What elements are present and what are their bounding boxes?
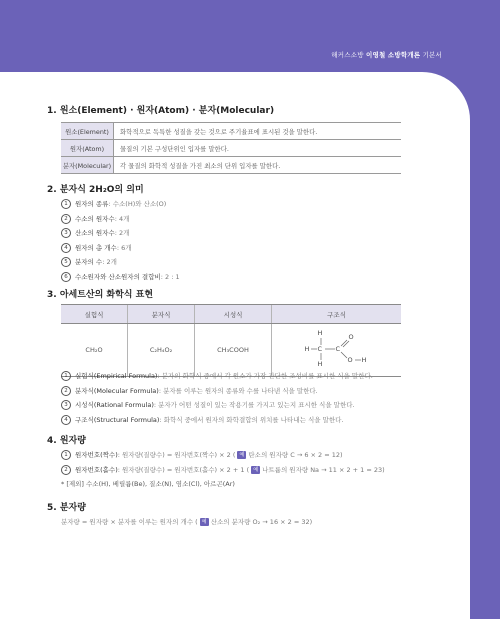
list-item [61,197,180,212]
item-value: : 수소(H)와 산소(O) [108,200,167,208]
atom-label: H [317,360,323,368]
book-title: 이영철 소방학개론 [365,51,421,59]
table-row [61,140,401,157]
atom-label: H [317,329,323,337]
item-value: : 분자의 화학식 중에서 각 원소가 가장 간단한 조성비를 표시한 식을 말한다. [157,372,373,380]
number-circle: 1 [61,450,71,460]
book-subtitle: 기본서 [422,51,442,59]
list-item [61,241,180,256]
list-item [61,448,385,463]
item-value: : 6개 [116,243,132,252]
table-row [61,123,401,140]
empirical-formula-cell: CH₂O [61,324,128,377]
list-item [61,398,373,413]
item-label: 분자의 수 [75,258,103,267]
definition-value: 화학적으로 독특한 성질을 갖는 것으로 주기율표에 표시된 것을 말한다. [114,123,402,140]
molecular-formula-cell: C₂H₄O₂ [128,324,195,377]
item-label: 실험식(Empirical Formula) [75,372,158,380]
definition-key: 원자(Atom) [61,140,114,157]
molecular-weight-text [61,515,312,530]
column-header: 구조식 [272,305,402,324]
structural-formula-diagram [305,329,369,369]
list-item [61,384,373,399]
list-item [61,413,373,428]
item-value: : 화학식 중에서 원자의 화학결합의 위치를 나타내는 식을 말한다. [159,415,344,424]
number-circle: 2 [61,214,71,224]
atom-label: C [335,345,341,353]
column-header: 실험식 [61,305,128,324]
table-header-row [61,305,401,324]
publisher: 해커스소방 [331,51,364,59]
section-4-title: 4. 원자량 [47,436,86,446]
example-icon: 예 [237,451,246,459]
list-item [61,226,180,241]
molecular-formula-list [61,197,180,285]
item-value: : 원자량(질량수) = 원자번호(짝수) × 2 ( [117,451,236,459]
number-circle: 2 [61,465,71,475]
table-row [61,157,401,174]
example-icon: 예 [200,518,209,526]
item-value: : 분자가 어떤 성질이 있는 작용기를 가지고 있는지 표시한 식을 말한다. [153,401,355,410]
number-circle: 4 [61,415,71,425]
item-value: : 분자를 이루는 원자의 종류와 수를 나타낸 식을 말한다. [158,386,318,395]
section-5-title: 5. 분자량 [47,503,86,513]
item-value: : 2 : 1 [160,272,180,281]
number-circle: 3 [61,228,71,238]
number-circle: 6 [61,272,71,282]
number-circle: 3 [61,400,71,410]
example-icon: 예 [251,466,260,474]
list-item [61,270,180,285]
atom-label: H [304,345,310,353]
section-3-title: 3. 아세트산의 화학식 표현 [47,290,154,300]
example-text: 탄소의 원자량 C → 6 × 2 = 12) [248,451,343,459]
header-text [331,50,442,59]
item-label: 원자의 총 개수 [75,243,117,252]
formula-type-list [61,369,373,427]
definition-table [61,122,401,174]
definition-value: 각 물질의 화학적 성질을 가진 최소의 단위 입자를 말한다. [114,157,402,174]
atom-label: C [317,345,323,353]
example-text: 나트륨의 원자량 Na → 11 × 2 + 1 = 23) [262,465,385,474]
number-circle: 1 [61,371,71,381]
atom-label: H [361,356,367,364]
note: * [제외] 수소(H), 베릴륨(Be), 질소(N), 염소(Cl), 아르곤(Ar) [61,480,235,489]
atom-label: O [348,333,354,341]
list-item [61,255,180,270]
rational-formula-cell: CH₃COOH [195,324,272,377]
atomic-weight-list [61,448,385,492]
number-circle: 5 [61,257,71,267]
item-label: 산소의 원자수 [75,229,115,238]
item-value: : 원자량(질량수) = 원자번호(홀수) × 2 + 1 ( [117,465,250,474]
section-2-title: 2. 분자식 2H₂O의 의미 [47,185,144,195]
list-item [61,463,385,478]
item-value: : 4개 [114,214,130,223]
definition-value: 물질의 기본 구성단위인 입자를 말한다. [114,140,402,157]
number-circle: 4 [61,243,71,253]
item-value: : 2개 [102,258,117,267]
item-label: 분자식(Molecular Formula) [75,386,159,395]
item-label: 시성식(Rational Formula) [75,401,154,410]
section-1-title: 1. 원소(Element) · 원자(Atom) · 분자(Molecular) [47,106,275,116]
item-label: 원자번호(짝수) [75,451,118,459]
item-label: 수소의 원자수 [75,214,115,223]
list-item [61,369,373,384]
item-label: 원자의 종류 [75,200,109,208]
item-label: 수소원자와 산소원자의 결합비 [75,272,161,281]
definition-key: 분자(Molecular) [61,157,114,174]
number-circle: 2 [61,386,71,396]
column-header: 분자식 [128,305,195,324]
definition-key: 원소(Element) [61,123,114,140]
atom-label: O [347,356,353,364]
number-circle: 1 [61,199,71,209]
item-value: 분자량 = 원자량 × 분자를 이루는 원자의 개수 ( [61,518,198,526]
item-label: 구조식(Structural Formula) [75,415,160,424]
list-item [61,515,312,530]
acetic-acid-table [61,304,401,377]
item-label: 원자번호(홀수) [75,465,118,474]
example-text: 산소의 분자량 O₂ → 16 × 2 = 32) [210,518,313,526]
list-item [61,212,180,227]
column-header: 시성식 [195,305,272,324]
item-value: : 2개 [114,229,130,238]
